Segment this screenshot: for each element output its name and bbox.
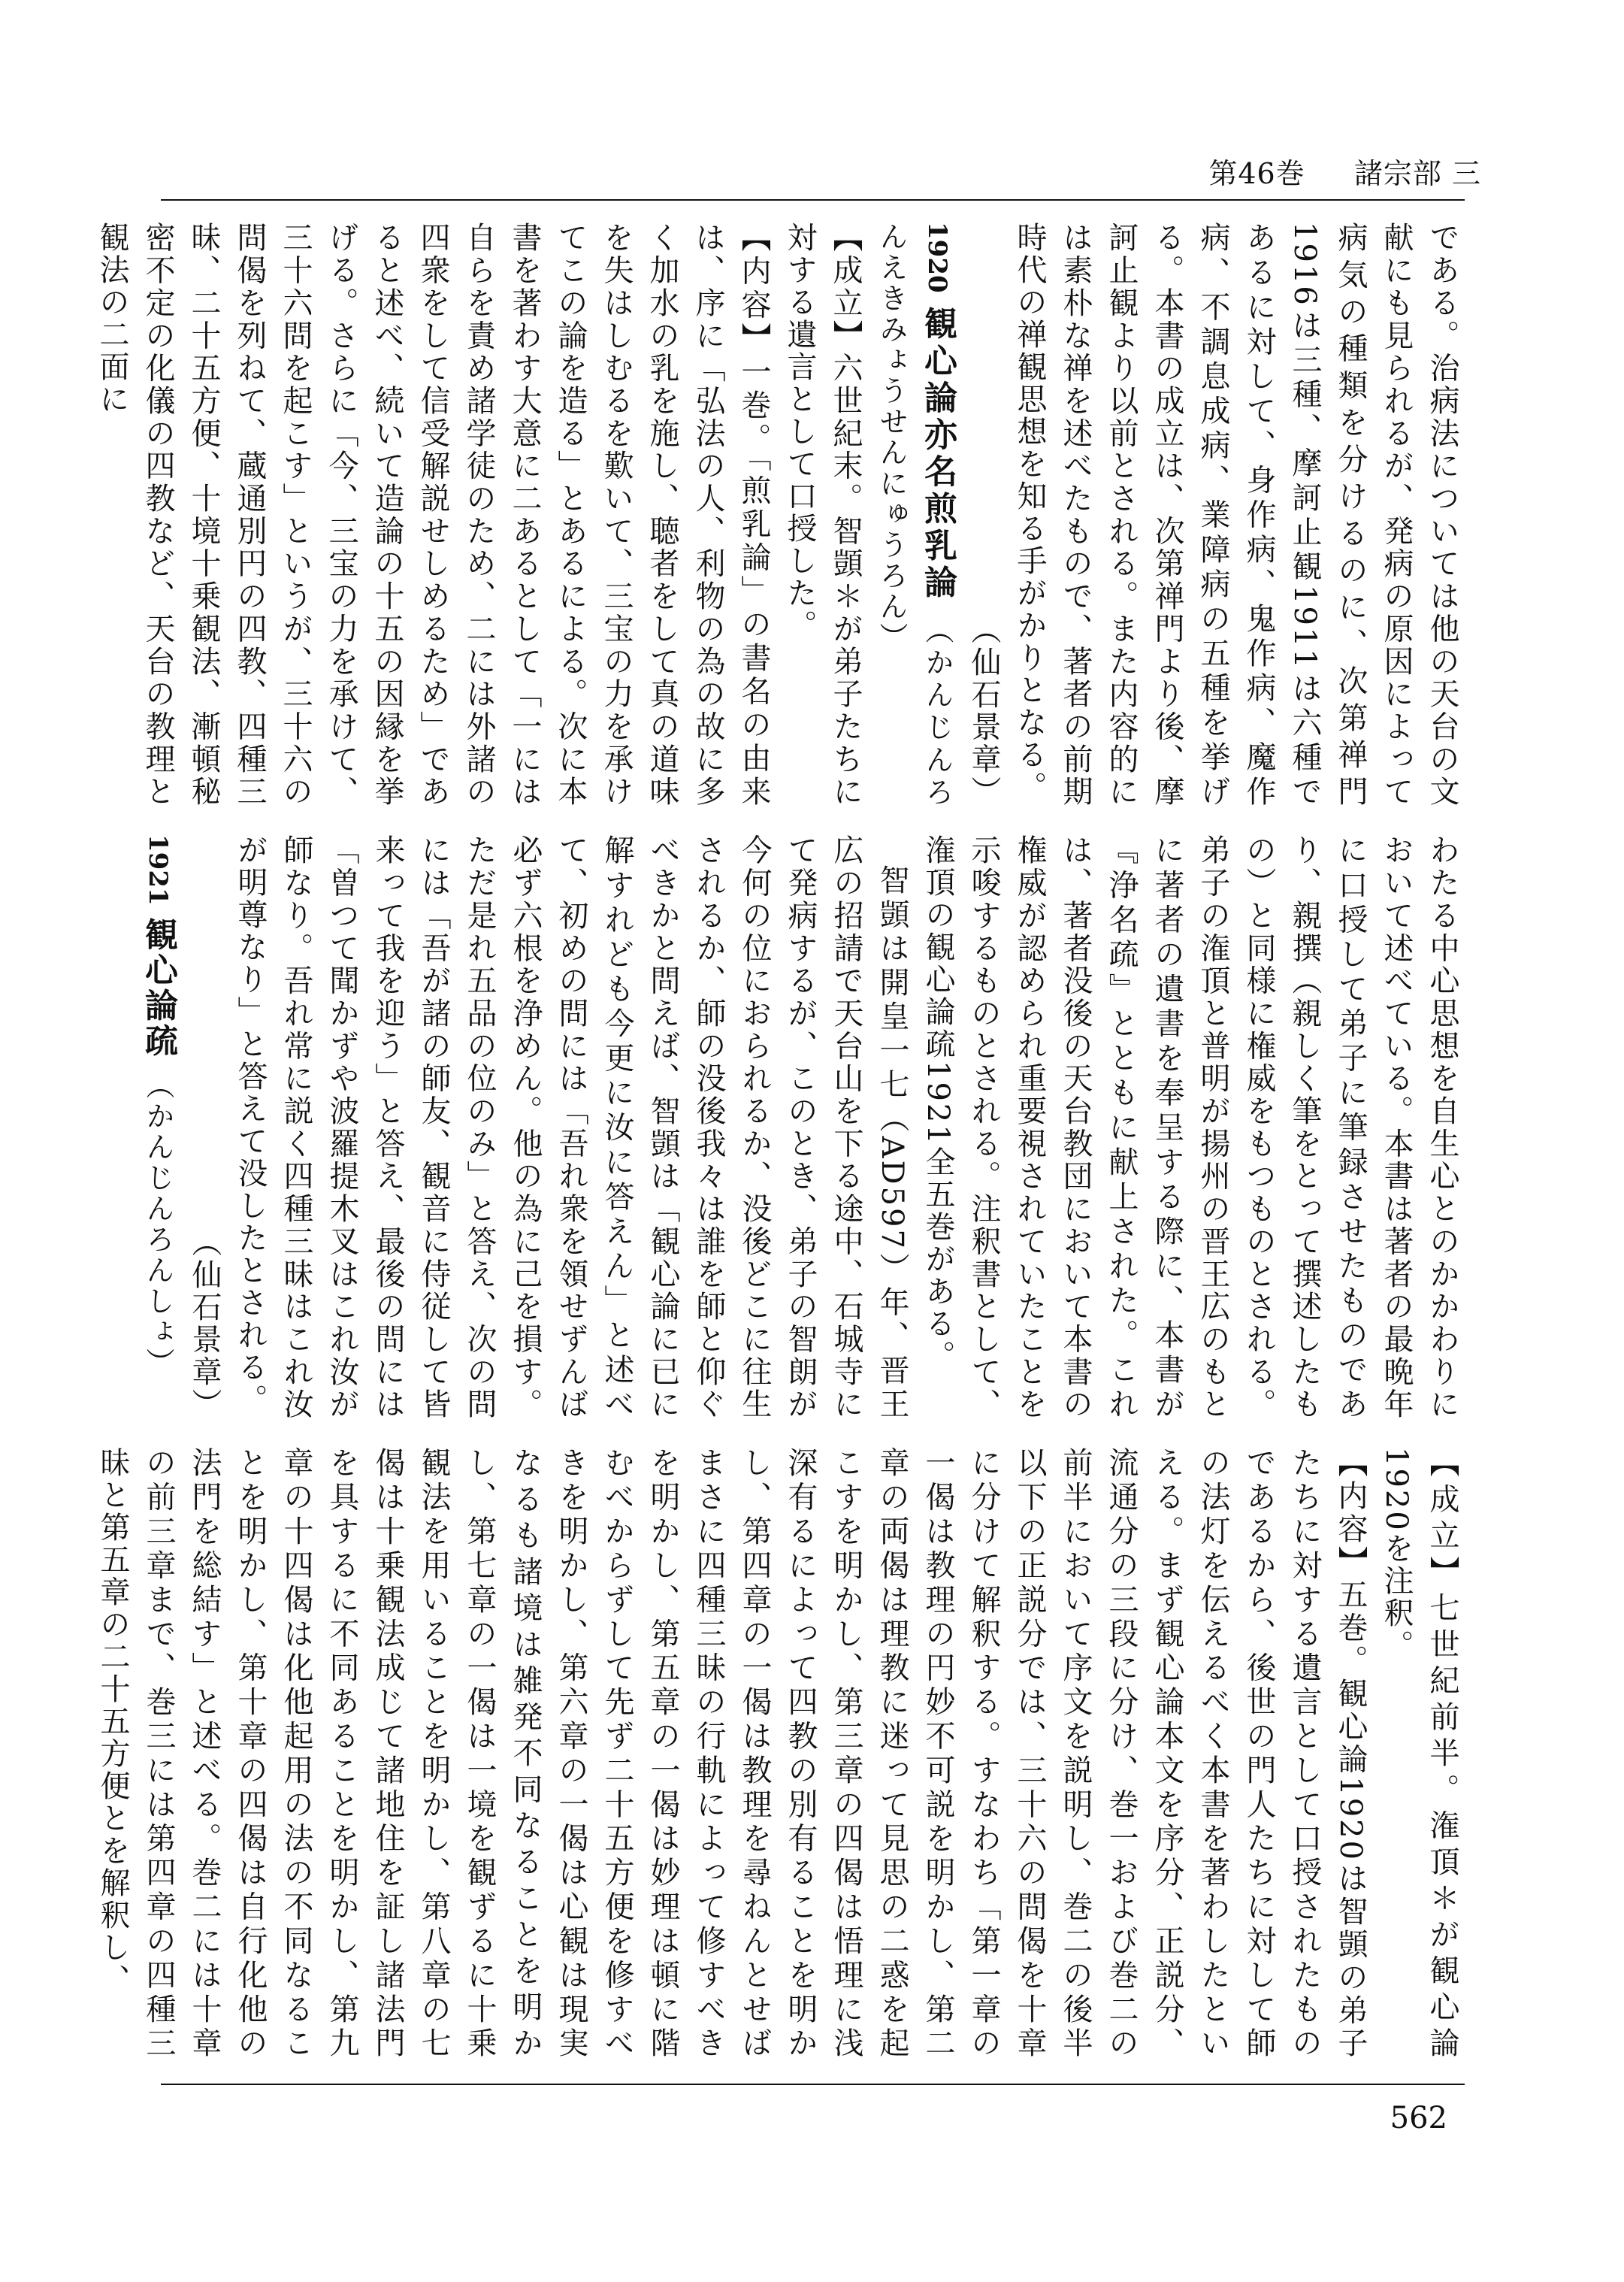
paragraph: 智顗は開皇一七（AD597）年、晋王広の招請で天台山を下る途中、石城寺にて発病するが、このとき、弟子の智朗が今何の位におられるか、没後どこに往生されるか、師の没後我々は誰を師と仰ぐべきかと問えば、智顗は「観心論に已に解すれども今更に汝に答えん」と述べて、初めの問には「吾れ衆を領せずんば必ず六根を浄めん。他の為に己を損す。ただ是れ五品の位のみ」と答え、次の問には「吾が諸の師友、観音に侍従して皆来って我を迎う」と答え、最後の問には「曽つて聞かずや波羅提木叉はこれ汝が師なり。吾れ常に説く四種三昧はこれ汝が明尊なり」と答えて没したとされる。 [233, 834, 909, 1421]
section-label: 諸宗部 三 [1353, 157, 1481, 190]
text-band-middle [139, 834, 1465, 1421]
page-number: 562 [1390, 2101, 1447, 2135]
header-rule [161, 199, 1465, 201]
paragraph: 【内容】一巻。「煎乳論」の書名の由来は、序に「弘法の人、利物の為の故に多く加水の乳を施し、聴者をして真の道味を失はしむるを歎いて、三宝の力を承けてこの論を造る」とあるによる。次に本書を著わす大意に二あるとして「一には自らを責め諸学徒のため、二には外諸の四衆をして信受解説せしめるため」であると述べ、続いて造論の十五の因縁を挙げる。さらに「今、三宝の力を承けて、三十六問を起こす」というが、三十六の問偈を列ねて、蔵通別円の四教、四種三昧、二十五方便、十境十乗観法、漸頓秘密不定の化儀の四教など、天台の教理と観法の二面に [95, 222, 771, 808]
entry-title: 観心論亦名煎乳論 [918, 306, 957, 602]
paragraph: わたる中心思想を自生心とのかかわりにおいて述べている。本書は著者の最晩年に口授して弟子に筆録させたものであり、親撰（親しく筆をとって撰述したもの）と同様に権威をもつものとされる。弟子の潅頂と普明が揚州の晋王広のもとに著者の遺書を奉呈する際に、本書が『浄名疏』とともに献上された。これは、著者没後の天台教団において本書の権威が認められ重要視されていたことを示唆するものとされる。注釈書として、潅頂の観心論疏1921全五巻がある。 [921, 834, 1459, 1421]
author-signature: （仙石景章） [187, 1227, 222, 1421]
entry-number: 1920 [922, 222, 952, 293]
paragraph: 【成立】六世紀末。智顗＊が弟子たちに対する遺言として口授した。 [782, 222, 863, 808]
paragraph: 【成立】七世紀前半。潅頂＊が観心論1920を注釈。 [1379, 1447, 1459, 2060]
footer-rule [161, 2084, 1465, 2085]
entry-title: 観心論疏 [139, 917, 177, 1059]
entry-number: 1921 [143, 834, 173, 906]
author-signature: （仙石景章） [966, 614, 1001, 808]
entry-heading [135, 834, 181, 1421]
page-header [1208, 150, 1481, 192]
entry-heading [868, 222, 960, 808]
entry-reading: （かんじんろんえきみょうせんにゅうろん） [875, 222, 954, 809]
volume-label: 第46巻 [1208, 157, 1305, 190]
paragraph: である。治病法については他の天台の文献にも見られるが、発病の原因によって病気の種類を分けるのに、次第禅門1916は三種、摩訶止観1911は六種であるに対して、身作病、鬼作病、魔作病、不調息成病、業障病の五種を挙げる。本書の成立は、次第禅門より後、摩訶止観より以前とされる。また内容的には素朴な禅を述べたもので、著者の前期時代の禅観思想を知る手がかりとなる。 [1012, 222, 1459, 808]
entry-reading: （かんじんろんしょ） [141, 1070, 174, 1379]
paragraph: 【内容】五巻。観心論1920は智顗の弟子たちに対する遺言として口授されたものであるから、後世の門人たちに対して師の法灯を伝えるべく本書を著わしたといえる。まず観心論本文を序分、正説分、流通分の三段に分け、巻一および巻二の前半において序文を説明し、巻二の後半以下の正説分では、三十六の問偈を十章に分けて解釈する。すなわち「第一章の一偈は教理の円妙不可説を明かし、第二章の両偈は理教に迷って見思の二惑を起こすを明かし、第三章の四偈は悟理に浅深有るによって四教の別有ることを明かし、第四章の一偈は教理を尋ねんとせばまさに四種三昧の行軌によって修すべきを明かし、第五章の一偈は妙理は頓に階むべからずして先ず二十五方便を修すべきを明かし、第六章の一偈は心観は現実なるも諸境は雑発不同なることを明かし、第七章の一偈は一境を観ずるに十乗観法を用いることを明かし、第八章の七偈は十乗観法成じて諸地住を証し諸法門を具するに不同あることを明かし、第九章の十四偈は化他起用の法の不同なることを明かし、第十章の四偈は自行化他の法門を総結す」と述べる。巻二には十章の前三章まで、巻三には第四章の四種三昧と第五章の二十五方便とを解釈し、 [95, 1447, 1368, 2060]
text-band-bottom [95, 1447, 1465, 2060]
text-band-top [95, 222, 1465, 809]
